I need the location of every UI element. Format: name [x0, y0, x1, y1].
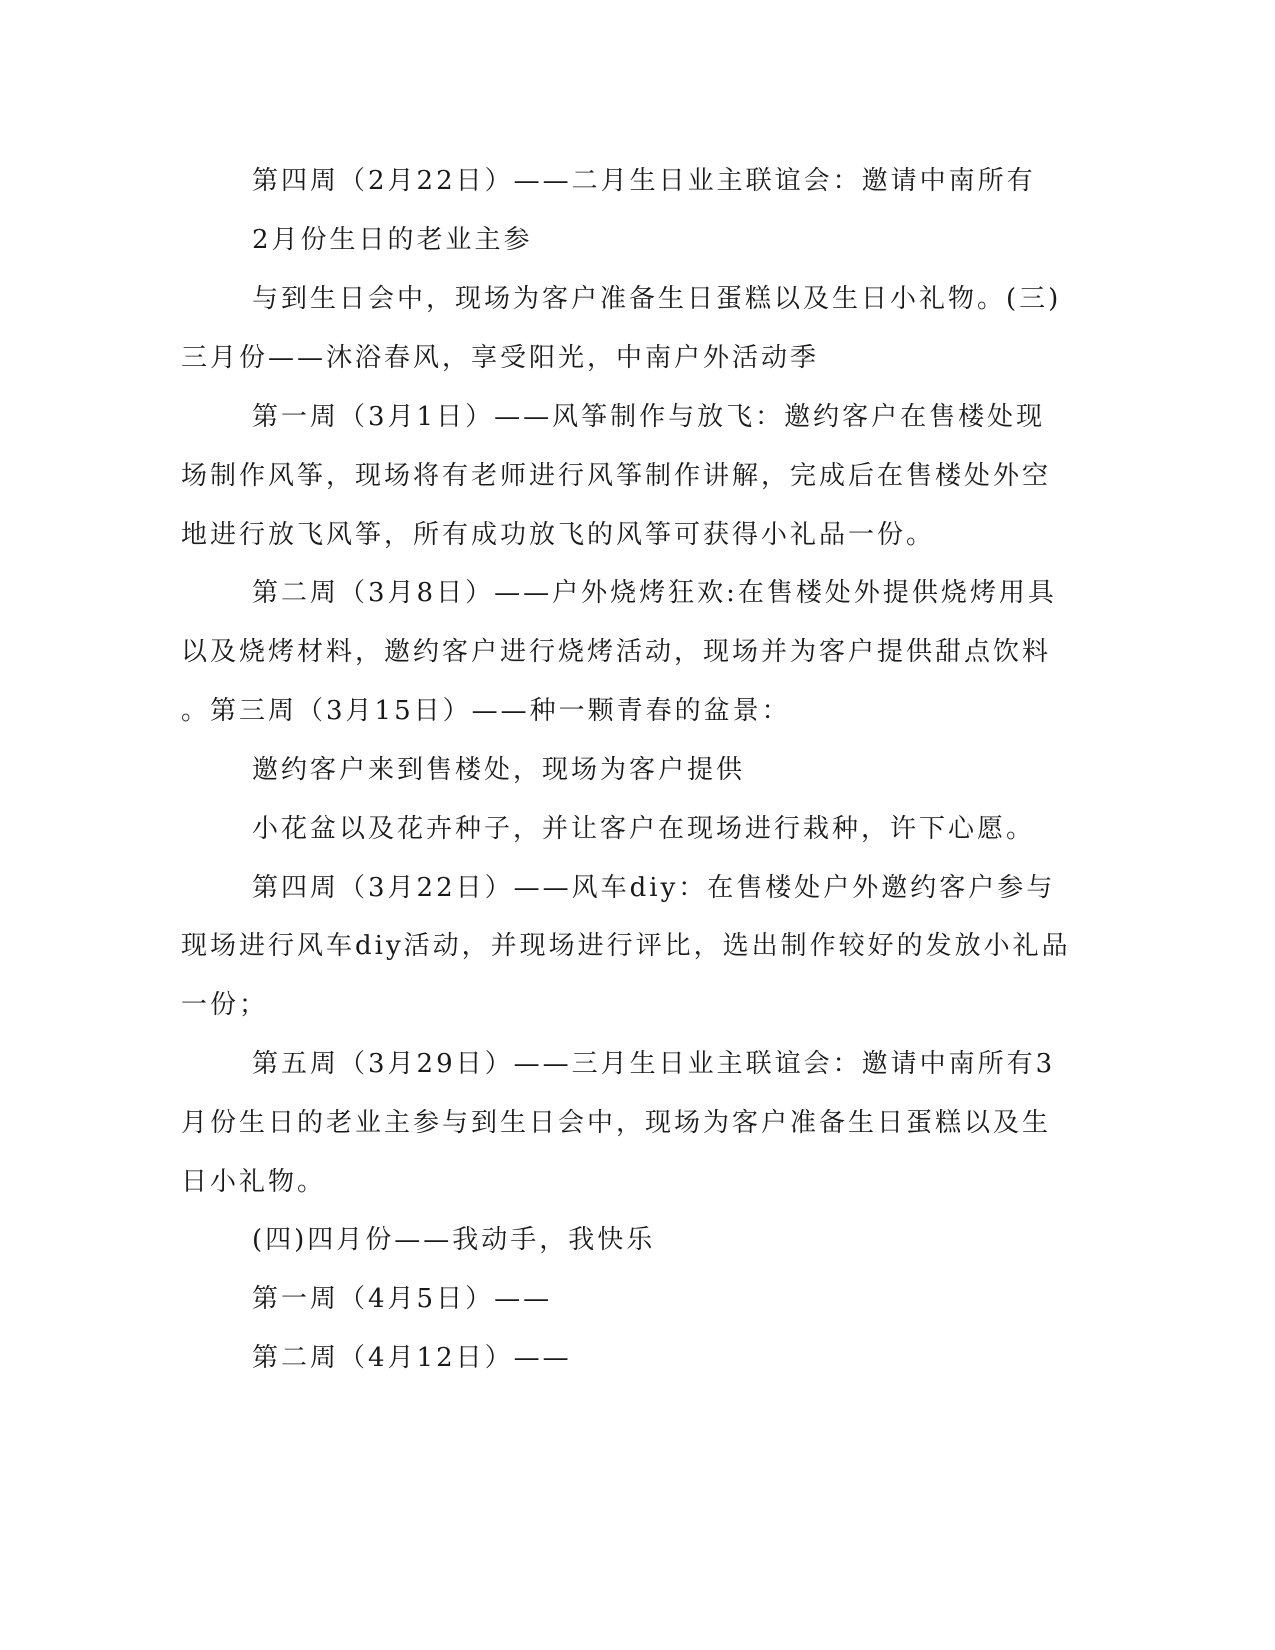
text-line: 一份；	[181, 990, 269, 1020]
text-line: 第二周（4月12日）——	[252, 1343, 572, 1373]
text-line: 第四周（2月22日）——二月生日业主联谊会：邀请中南所有	[252, 166, 1036, 196]
text-line: 日小礼物。	[181, 1167, 327, 1197]
text-line: 三月份——沐浴春风，享受阳光，中南户外活动季	[181, 343, 820, 373]
text-line: 小花盆以及花卉种子，并让客户在现场进行栽种，许下心愿。	[252, 814, 1036, 844]
text-line: 现场进行风车diy活动，并现场进行评比，选出制作较好的发放小礼品	[181, 931, 1071, 961]
text-line: 邀约客户来到售楼处，现场为客户提供	[252, 755, 746, 785]
text-line: 第二周（3月8日）——户外烧烤狂欢:在售楼处外提供烧烤用具	[252, 578, 1057, 608]
text-line: 第四周（3月22日）——风车diy：在售楼处户外邀约客户参与	[252, 873, 1056, 903]
text-line: 月份生日的老业主参与到生日会中，现场为客户准备生日蛋糕以及生	[181, 1108, 1052, 1138]
text-line: 2月份生日的老业主参	[252, 225, 533, 255]
text-line: 第五周（3月29日）——三月生日业主联谊会：邀请中南所有3	[252, 1049, 1056, 1079]
text-line: 。第三周（3月15日）——种一颗青春的盆景：	[181, 696, 791, 726]
text-line: (四)四月份——我动手，我快乐	[252, 1225, 656, 1255]
text-line: 第一周（3月1日）——风筝制作与放飞：邀约客户在售楼处现	[252, 402, 1046, 432]
text-line: 与到生日会中，现场为客户准备生日蛋糕以及生日小礼物。(三)	[252, 284, 1062, 314]
text-line: 地进行放飞风筝，所有成功放飞的风筝可获得小礼品一份。	[181, 520, 936, 550]
text-line: 第一周（4月5日）——	[252, 1284, 553, 1314]
text-line: 以及烧烤材料，邀约客户进行烧烤活动，现场并为客户提供甜点饮料	[181, 637, 1052, 667]
text-line: 场制作风筝，现场将有老师进行风筝制作讲解，完成后在售楼处外空	[181, 461, 1052, 491]
